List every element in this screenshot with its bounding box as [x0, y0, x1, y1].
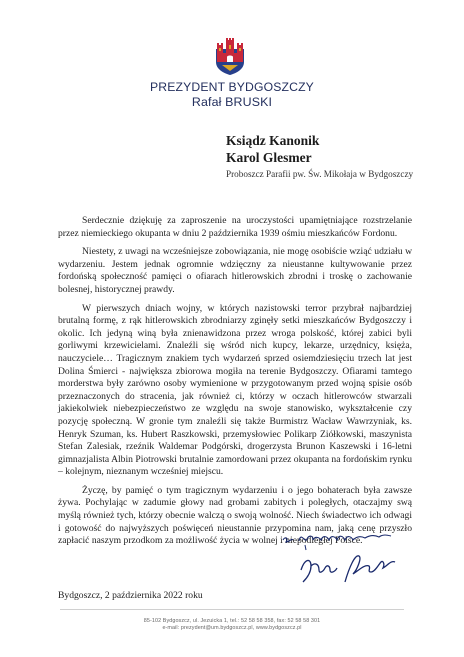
letter-body	[58, 215, 412, 554]
addressee-role: Proboszcz Parafii pw. Św. Mikołaja w Bydgoszczy	[226, 169, 414, 179]
mayor-name: Rafał BRUSKI	[191, 95, 273, 109]
body-paragraph: W pierwszych dniach wojny, w których nazistowski terror przybrał najbardziej brutalną formę, z rąk hitlerowskich zbrodniarzy zginęły setki mieszkańców Bydgoszczy i okolic. Ich jedyną winą była znienawidzona przez wroga polskość, której zabici byli gorliwymi krzewicielami. Znaleźli się wśród nich kupcy, lekarze, urzędnicy, księża, nauczyciele… Tragicznym znakiem tych wydarzeń sprzed osiemdziesięciu trzech lat jest Dolina Śmierci - największa zbiorowa mogiła na terenie Bydgoszczy. Ofiarami tamtego morderstwa były zarówno osoby wymienione w przygotowanym przed wojną spisie osób przeznaczonych do stracenia, jak również ci, którzy w oczach hitlerowców stwarzali jakiekolwiek niebezpieczeństwo ze względu na swoje stanowisko, wykształcenie czy pozycję społeczną. W gronie tym znaleźli się także Burmistrz Wacław Wawrzyniak, ks. Henryk Szuman, ks. Hubert Raszkowski, przemysłowiec Polikarp Ziółkowski, maszynista Stefan Zalesiak, rzeźnik Waldemar Podgórski, drogerzysta Brunon Kaszewski i 16-letni gimnazjalista Albin Piotrowski brutalnie zamordowani przez okupanta na fordońskim rynku – kolejnym, nieznanym wcześniej miejscu.	[58, 302, 412, 478]
bydgoszcz-coat-of-arms-icon	[213, 36, 247, 76]
footer-divider	[60, 609, 404, 610]
addressee-title: Ksiądz Kanonik	[226, 133, 320, 148]
handwritten-signature	[275, 526, 415, 586]
office-title: PREZYDENT BYDGOSZCZY	[150, 80, 314, 94]
footer-contact: e-mail: prezydent@um.bydgoszcz.pl, www.bydgoszcz.pl	[162, 625, 302, 631]
body-paragraph: Niestety, z uwagi na wcześniejsze zobowiązania, nie mogę osobiście wziąć udziału w wydarzeniu. Jestem jednak ogromnie wdzięczny za nieustanne kultywowanie przez fordońską społeczność pamięci o ofiarach hitlerowskich zbrodni i troskę o zachowanie bolesnej, historycznej prawdy.	[58, 246, 412, 295]
body-paragraph: Życzę, by pamięć o tym tragicznym wydarzeniu i o jego bohaterach była zawsze żywa. Pochylając w zadumie głowy nad grobami zabitych i poległych, otaczajmy swą myślą również tych, którzy obecnie walczą o swoją wolność. Niech świadectwo ich odwagi i gotowość do najwyższych poświęceń nieustannie przypomina nam, jaką cenę przyszło zapłacić naszym przodkom za możliwość życia w wolnej i niepodległej Polsce.	[58, 484, 412, 547]
letter-date: Bydgoszcz, 2 października 2022 roku	[58, 590, 203, 601]
addressee-name: Karol Glesmer	[226, 150, 312, 165]
body-paragraph: Serdecznie dziękuję za zaproszenie na uroczystości upamiętniające rozstrzelanie przez niemieckiego okupanta w dniu 2 października 1939 ośmiu mieszkańców Fordonu.	[58, 215, 412, 239]
footer-address: 85-102 Bydgoszcz, ul. Jezuicka 1, tel.: 52 58 58 358, fax: 52 58 58 301	[143, 618, 321, 624]
